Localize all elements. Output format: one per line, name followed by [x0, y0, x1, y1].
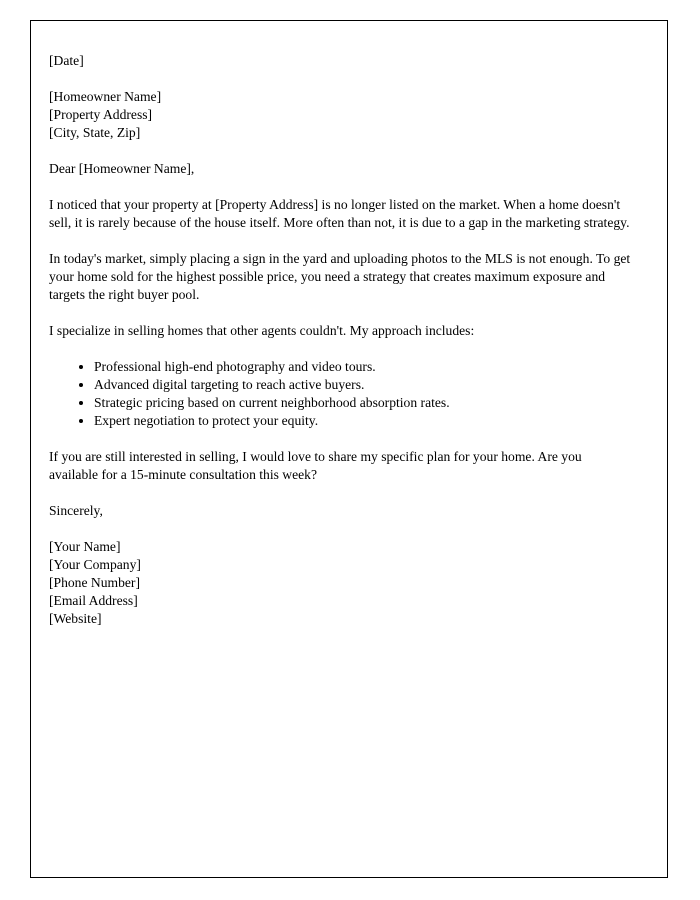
bullet-item-digital-targeting: • Advanced digital targeting to reach active buyers.: [94, 376, 633, 394]
letter-page: [30, 20, 668, 878]
recipient-name: [Homeowner Name]: [49, 89, 162, 104]
closing: Sincerely,: [49, 503, 103, 518]
signature-company: [Your Company]: [49, 557, 141, 572]
signature-email: [Email Address]: [49, 593, 138, 608]
signature-phone: [Phone Number]: [49, 575, 140, 590]
recipient-block: [49, 88, 633, 142]
signature-block: [49, 538, 633, 628]
paragraph-strategy: In today's market, simply placing a sign in the yard and uploading photos to the MLS is not enough. To get your home sold for the highest possible price, you need a strategy that creates maximum exposure and targets the right buyer pool.: [49, 251, 631, 302]
bullet-item-negotiation: • Expert negotiation to protect your equity.: [94, 412, 633, 430]
paragraph-market-status: I noticed that your property at [Property Address] is no longer listed on the market. When a home doesn't sell, it is rarely because of the house itself. More often than not, it is due to a gap in the marketing strategy.: [49, 197, 630, 230]
date-block: [49, 52, 633, 70]
signature-website: [Website]: [49, 611, 102, 626]
signature-name: [Your Name]: [49, 539, 121, 554]
bullet-item-photography: • Professional high-end photography and video tours.: [94, 358, 633, 376]
paragraph-call-to-action: If you are still interested in selling, I would love to share my specific plan for your home. Are you available for a 15-minute consultation this week?: [49, 449, 582, 482]
recipient-address: [Property Address]: [49, 107, 153, 122]
letter-body: [49, 52, 633, 628]
recipient-city-state-zip: [City, State, Zip]: [49, 125, 141, 140]
date-placeholder: [Date]: [49, 53, 84, 68]
bullet-item-strategic-pricing: • Strategic pricing based on current neighborhood absorption rates.: [94, 394, 633, 412]
approach-bullet-list: [49, 358, 633, 430]
salutation: Dear [Homeowner Name],: [49, 161, 195, 176]
paragraph-approach-intro: I specialize in selling homes that other agents couldn't. My approach includes:: [49, 323, 475, 338]
